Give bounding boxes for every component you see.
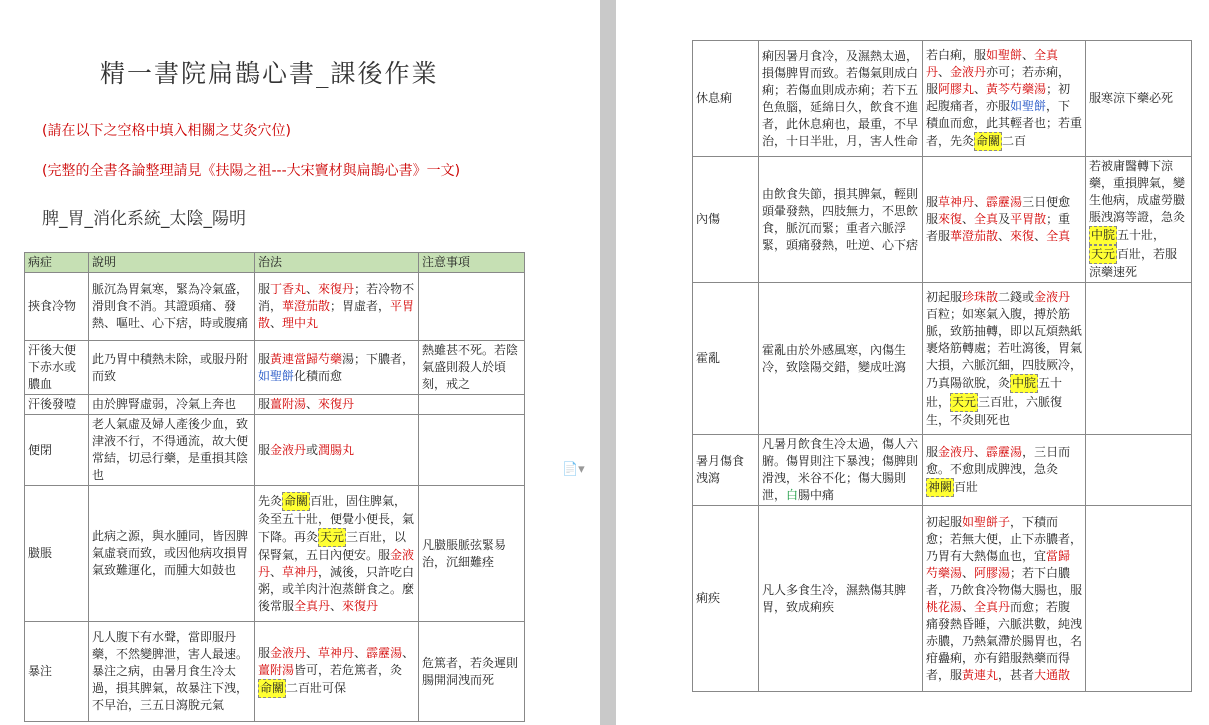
acupoint-blank[interactable]: 神闕 <box>926 478 954 497</box>
treatment-cell: 先灸 命關 百壯，固住脾氣，灸至五十壯，便覺小便長，氣下降。再灸 天元 三百壯，以保腎氣，五日內便安。服金液丹、草神丹，減後，只許吃白粥，或羊肉汁泡蒸餅食之。麼後常服全真丹、來復丹 <box>255 486 419 622</box>
reference-note: (完整的全書各論整理請見《扶陽之祖---大宋竇材與扁鵲心書》一文) <box>42 163 461 179</box>
page-gutter <box>600 0 616 725</box>
symptom-cell: 痢疾 <box>693 506 759 692</box>
description-cell: 凡人多食生冷，濕熱傷其脾胃，致成痢疾 <box>759 506 923 692</box>
description-cell: 凡人腹下有水聲，當即服丹藥，不然變脾泄，害人最速。暴注之病，由暑月食生冷太過，損其脾氣，故暴注下洩，不早治，三五日瀉脫元氣 <box>89 622 255 722</box>
header-notes: 注意事項 <box>419 253 525 273</box>
table-row <box>25 395 525 415</box>
symptom-cell: 暑月傷食洩瀉 <box>693 435 759 506</box>
treatment-cell: 服草神丹、霹靂湯三日便愈 服來復、全真及平胃散；重者服華澄茄散、來復、全真 <box>923 157 1086 283</box>
notes-cell: 凡臌脹脈弦緊易治，沉細難痊 <box>419 486 525 622</box>
symptom-cell: 內傷 <box>693 157 759 283</box>
acupoint-blank[interactable]: 中脘 <box>1010 374 1038 393</box>
table-row <box>693 283 1192 435</box>
treatment-cell: 服黃連當歸芍藥湯；下膿者，如聖餅化積而愈 <box>255 341 419 395</box>
treatment-cell: 服金液丹或潤腸丸 <box>255 415 419 486</box>
table-row <box>693 41 1192 157</box>
description-cell: 老人氣虛及婦人產後少血，致津液不行，不得通流，故大便常結，切忌行藥，是重損其陰也 <box>89 415 255 486</box>
description-cell: 此乃胃中積熱未除，或服丹附而致 <box>89 341 255 395</box>
notes-cell: 若被庸醫轉下涼藥，重損脾氣，變生他病，成虛勞臌脹洩瀉等證，急灸中脘 五十壯，天元 百壯，若服涼藥速死 <box>1086 157 1192 283</box>
document-page-left <box>0 0 600 725</box>
notes-cell: 危篤者，若灸遲則腸開洞洩而死 <box>419 622 525 722</box>
acupoint-blank[interactable]: 中脘 <box>1089 226 1117 245</box>
treatment-cell: 服金液丹、霹靂湯，三日而愈。不愈則成脾洩，急灸神闕 百壯 <box>923 435 1086 506</box>
treatment-cell: 服金液丹、草神丹、霹靂湯、薑附湯皆可，若危篤者，灸命關 二百壯可保 <box>255 622 419 722</box>
symptom-cell: 汗後發噎 <box>25 395 89 415</box>
acupoint-blank[interactable]: 命關 <box>258 679 286 698</box>
symptom-cell: 休息痢 <box>693 41 759 157</box>
acupoint-blank[interactable]: 天元 <box>1089 245 1117 264</box>
notes-cell <box>419 395 525 415</box>
description-cell: 由於脾腎虛弱，冷氣上奔也 <box>89 395 255 415</box>
table-row <box>25 486 525 622</box>
description-cell: 凡暑月飲食生冷太過，傷人六腑。傷胃則注下暴洩；傷脾則滑洩，米谷不化；傷大腸則泄，白腸中痛 <box>759 435 923 506</box>
acupoint-blank[interactable]: 天元 <box>950 393 978 412</box>
treatment-cell: 初起服如聖餅子，下積而愈；若無大便，止下赤膿者，乃胃有大熱傷血也，宜當歸芍藥湯、阿膠湯；若下白膿者，乃飲食冷物傷大腸也，服桃花湯、全真丹而愈；若腹痛發熱昏睡，六脈洪數，純洩赤膿，乃熱氣滯於腸胃也，名疳蠱痢，亦有錯服熱藥而得者，服黃連丸，甚者大通散 <box>923 506 1086 692</box>
header-description: 說明 <box>89 253 255 273</box>
symptom-cell: 汗後大便下赤水或膿血 <box>25 341 89 395</box>
acupoint-blank[interactable]: 命關 <box>974 132 1002 151</box>
symptom-table-left <box>24 252 525 722</box>
table-row <box>693 157 1192 283</box>
notes-cell <box>1086 435 1192 506</box>
description-cell: 脈沉為胃氣寒，緊為冷氣盛，滑則食不消。其證頭痛、發熱、嘔吐、心下痞，時或腹痛 <box>89 273 255 341</box>
table-row <box>25 273 525 341</box>
table-row <box>25 622 525 722</box>
description-cell: 霍亂由於外感風寒，內傷生冷，致陰陽交錯，變成吐瀉 <box>759 283 923 435</box>
description-cell: 痢因暑月食冷，及濕熱太過，損傷脾胃而致。若傷氣則成白痢；若傷血則成赤痢；若下五色魚腦，延綿日久，飲食不進者，此休息痢也，最重，不早治，十日半壯，月，害人性命 <box>759 41 923 157</box>
symptom-cell: 臌脹 <box>25 486 89 622</box>
notes-cell <box>419 415 525 486</box>
symptom-cell: 暴注 <box>25 622 89 722</box>
symptom-cell: 便閉 <box>25 415 89 486</box>
treatment-cell: 初起服珍珠散二錢或金液丹百粒；如寒氣入腹，搏於筋脈，致筋抽轉，即以瓦煩熱紙裹烙筋轉處；若吐瀉後，胃氣大損，六脈沉細，四肢厥冷，乃真陽欲脫，灸 中脘 五十壯， 天元 三百壯，六脈復生，不灸則死也 <box>923 283 1086 435</box>
header-treatment: 治法 <box>255 253 419 273</box>
page-title: 精一書院扁鵲心書_課後作業 <box>100 59 439 88</box>
symptom-table-right <box>692 40 1192 692</box>
acupoint-blank[interactable]: 命關 <box>282 492 310 511</box>
symptom-cell: 挾食冷物 <box>25 273 89 341</box>
symptom-cell: 霍亂 <box>693 283 759 435</box>
treatment-cell: 服丁香丸、來復丹；若冷物不消，華澄茄散；胃虛者，平胃散、理中丸 <box>255 273 419 341</box>
table-row <box>693 435 1192 506</box>
document-margin-icon[interactable]: 📄▾ <box>562 462 585 477</box>
description-cell: 由飲食失節，損其脾氣，輕則頭暈發熱，四肢無力，不思飲食，脈沉而緊；重者六脈浮緊，頭痛發熱，吐逆、心下痞 <box>759 157 923 283</box>
table-row <box>693 506 1192 692</box>
table-header-row <box>25 253 525 273</box>
document-page-right <box>616 0 1209 725</box>
description-cell: 此病之源，與水腫同，皆因脾氣虛衰而致，或因他病攻損胃氣致難運化，而腫大如鼓也 <box>89 486 255 622</box>
notes-cell <box>419 273 525 341</box>
acupoint-blank[interactable]: 天元 <box>318 528 346 547</box>
instruction-note: (請在以下之空格中填入相關之艾灸穴位) <box>42 123 291 139</box>
notes-cell: 服寒涼下藥必死 <box>1086 41 1192 157</box>
notes-cell <box>1086 283 1192 435</box>
notes-cell: 熱雖甚不死。若陰氣盛則殺人於頃刻，戒之 <box>419 341 525 395</box>
table-row <box>25 415 525 486</box>
header-symptom: 病症 <box>25 253 89 273</box>
treatment-cell: 若白痢，服如聖餅、全真丹、金液丹亦可；若赤痢，服阿膠丸、黃芩芍藥湯；初起腹痛者，亦服如聖餅，下積血而愈，此其輕者也；若重者，先灸 命關 二百 <box>923 41 1086 157</box>
section-heading: 脾_胃_消化系統_太陰_陽明 <box>42 209 246 229</box>
notes-cell <box>1086 506 1192 692</box>
treatment-cell: 服薑附湯、來復丹 <box>255 395 419 415</box>
table-row <box>25 341 525 395</box>
